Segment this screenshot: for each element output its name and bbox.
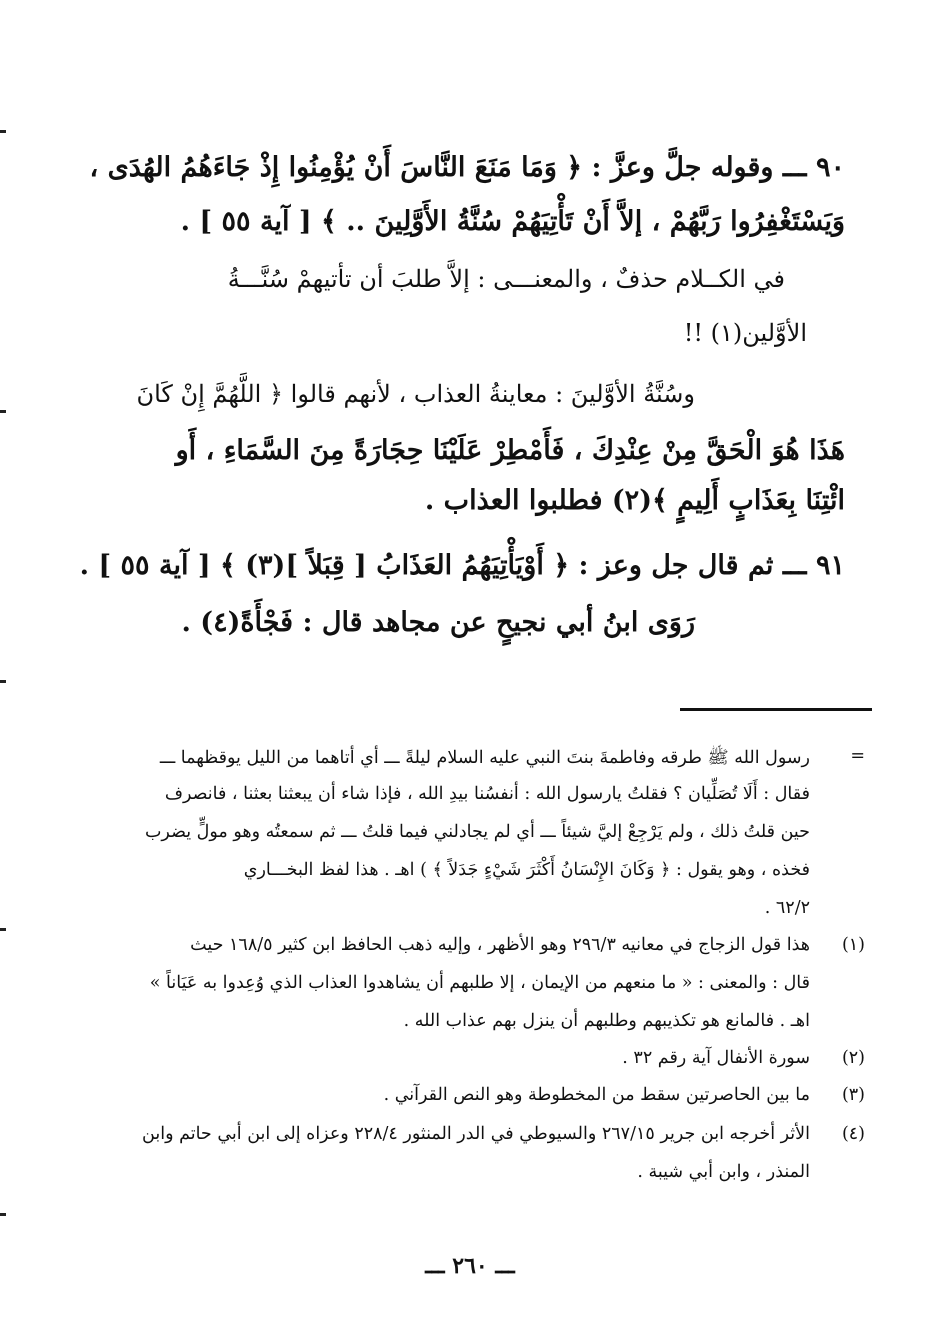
footnote-3-line: ما بين الحاصرتين سقط من المخطوطة وهو النص القرآني . bbox=[383, 1085, 810, 1105]
footnote-4-line: الأثر أخرجه ابن جرير ٢٦٧/١٥ والسيوطي في الدر المنثور ٢٢٨/٤ وعزاه إلى ابن أبي حاتم وابن bbox=[142, 1124, 810, 1144]
footnote-4-marker: (٤) bbox=[841, 1124, 865, 1144]
footnote-1-marker: (١) bbox=[841, 935, 865, 955]
commentary-line-4: هَذَا هُوَ الْحَقَّ مِنْ عِنْدِكَ ، فَأَمْطِرْ عَلَيْنَا حِجَارَةً مِنَ السَّمَاءِ ، أَو bbox=[175, 435, 845, 466]
footnote-4-line: المنذر ، وابن أبي شيبة . bbox=[637, 1162, 810, 1182]
verse-90-line-2: وَيَسْتَغْفِرُوا رَبَّهُمْ ، إلاَّ أَنْ تَأْتِيَهُمْ سُنَّةُ الأَوَّلِينَ .. ﴾ [ آية ٥٥ ] . bbox=[180, 206, 845, 237]
scan-edge-mark bbox=[0, 928, 6, 931]
footnote-3-marker: (٣) bbox=[841, 1085, 865, 1105]
footnote-1-line: هذا قول الزجاج في معانيه ٢٩٦/٣ وهو الأظهر ، وإليه ذهب الحافظ ابن كثير ١٦٨/٥ حيث bbox=[190, 935, 810, 955]
footnote-2-line: سورة الأنفال آية رقم ٣٢ . bbox=[622, 1048, 810, 1068]
footnote-1-line: اهـ . فالمانع هو تكذيبهم وطلبهم أن ينزل بهم عذاب الله . bbox=[403, 1011, 810, 1031]
footnote-1-line: قال : والمعنى : « ما منعهم من الإيمان ، إلا طلبهم أن يشاهدوا العذاب الذي وُعِدوا به عَيَاناً » bbox=[149, 973, 810, 993]
verse-90-line-1: ٩٠ ـــ وقوله جلَّ وعزَّ : ﴿ وَمَا مَنَعَ النَّاسَ أَنْ يُؤْمِنُوا إِذْ جَاءَهُمُ الهُدَى ، bbox=[89, 152, 845, 183]
footnote-continuation-line: حين قلتُ ذلك ، ولم يَرْجِعْ إليَّ شيئاً ـــ أي لم يجادلني فيما قلتُ ـــ ثم سمعتُه وهو مولٍّ يضرب bbox=[144, 822, 810, 842]
page-number: ـــ ٢٦٠ ـــ bbox=[425, 1253, 515, 1279]
commentary-line-1: في الكــلام حذفٌ ، والمعنـــى : إلاَّ طلبَ أن تأتيهمْ سُنَّـــةُ bbox=[227, 265, 785, 293]
footnote-continuation-marker: = bbox=[850, 746, 865, 766]
footnote-continuation-line: فخذه ، وهو يقول : ﴿ وَكَانَ الإِنْسَانُ أَكْثَرَ شَيْءٍ جَدَلاً ﴾ ) اهـ . هذا لفظ البخـــاري bbox=[243, 860, 810, 880]
verse-91-line: ٩١ ـــ ثم قال جل وعز : ﴿ أَوْيَأْتِيَهُمُ العَذَابُ [ قِبَلاً ](٣) ﴾ [ آية ٥٥ ] . bbox=[79, 550, 845, 581]
footnote-continuation-line: فقال : أَلَا تُصَلِّيان ؟ فقلتُ يارسول الله : أنفسُنا بيدِ الله ، فإذا شاء أن يبعثنا بعثنا ، فانصرف bbox=[164, 784, 810, 804]
footnote-continuation-line: رسول الله ﷺ طرقه وفاطمةَ بنتَ النبي عليه السلام ليلةً ـــ أي أتاهما من الليل يوقظهما ـــ bbox=[159, 748, 810, 768]
footnote-continuation-line: ٦٢/٢ . bbox=[764, 898, 810, 918]
commentary-line-2: الأوَّلين(١) !! bbox=[683, 319, 807, 347]
scan-edge-mark bbox=[0, 680, 6, 683]
scan-edge-mark bbox=[0, 130, 6, 133]
commentary-line-3: وسُنَّةُ الأوَّلينَ : معاينةُ العذاب ، لأنهم قالوا ﴿ اللَّهُمَّ إِنْ كَانَ bbox=[136, 380, 695, 408]
narration-line: رَوَى ابنُ أبي نجيحٍ عن مجاهد قال : فَجْأَةً(٤) . bbox=[181, 607, 695, 638]
scan-edge-mark bbox=[0, 1213, 6, 1216]
footnote-separator bbox=[680, 708, 872, 711]
commentary-line-5: ائْتِنَا بِعَذَابٍ أَلِيمٍ ﴾(٢) فطلبوا العذاب . bbox=[424, 485, 845, 516]
scan-edge-mark bbox=[0, 410, 6, 413]
footnote-2-marker: (٢) bbox=[841, 1048, 865, 1068]
